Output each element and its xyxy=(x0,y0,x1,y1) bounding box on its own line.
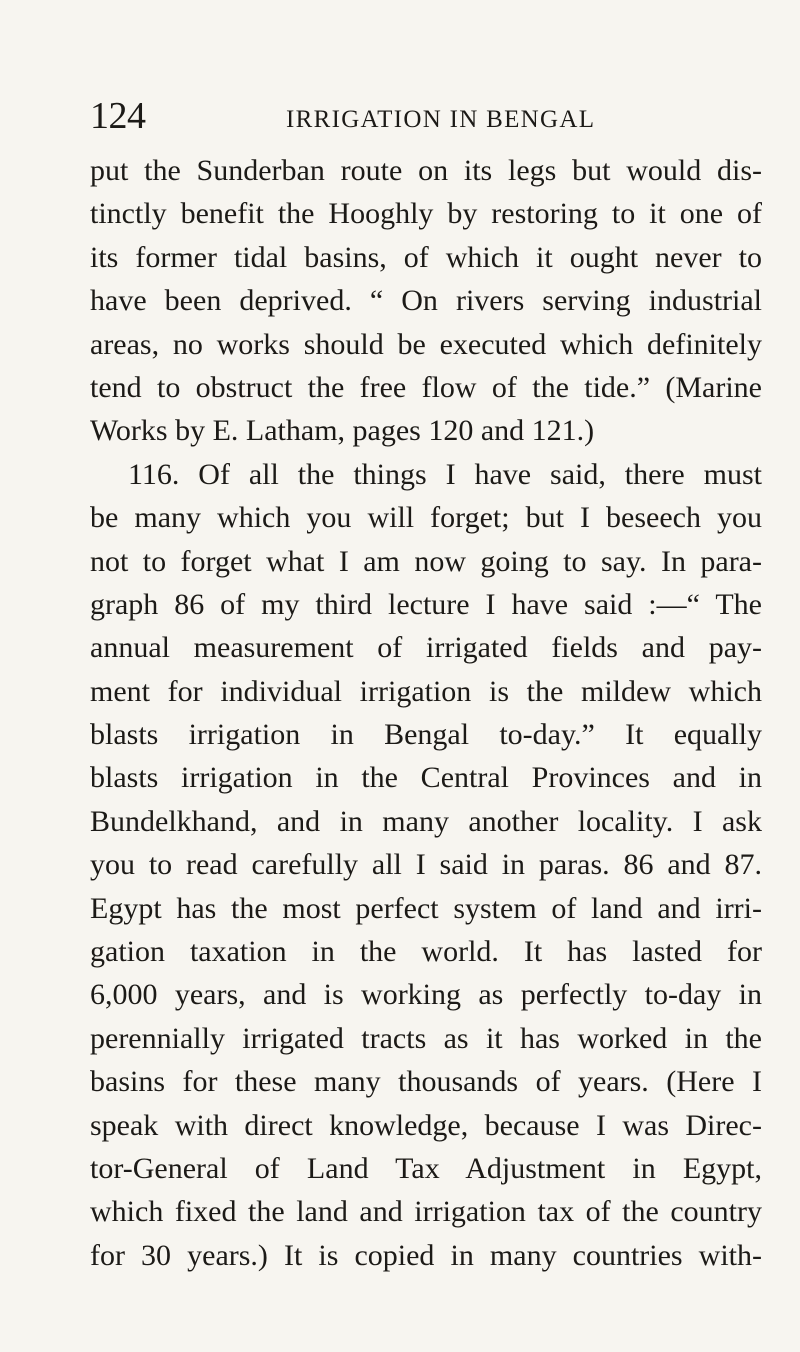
text-line: Works by E. Latham, pages 120 and 121.) xyxy=(90,414,595,448)
text-line: Bundelkhand, and in many another locality. I ask xyxy=(90,804,762,838)
text-line: for 30 years.) It is copied in many countries with- xyxy=(90,1238,762,1272)
text-line: annual measurement of irrigated fields and pay- xyxy=(90,631,762,665)
text-line: blasts irrigation in Bengal to-day.” It equally xyxy=(90,718,762,752)
text-line: tend to obstruct the free flow of the tide.” (Marine xyxy=(90,370,762,404)
paragraph-start: 116. Of all the things I have said, there must xyxy=(128,457,762,491)
body-text xyxy=(90,149,762,1277)
text-line: which fixed the land and irrigation tax of the country xyxy=(90,1195,762,1229)
text-line: Egypt has the most perfect system of land and irri- xyxy=(90,891,762,925)
text-line: ment for individual irrigation is the mildew which xyxy=(90,674,762,708)
text-line: tor-General of Land Tax Adjustment in Egypt, xyxy=(90,1151,762,1185)
page-number: 124 xyxy=(90,95,146,137)
text-line: blasts irrigation in the Central Provinces and in xyxy=(90,761,762,795)
text-line: gation taxation in the world. It has lasted for xyxy=(90,935,762,969)
page-header xyxy=(0,92,800,140)
text-line: graph 86 of my third lecture I have said :—“ The xyxy=(90,587,762,621)
text-line: put the Sunderban route on its legs but would dis- xyxy=(90,154,762,187)
text-line: areas, no works should be executed which definitely xyxy=(90,327,762,361)
text-line: you to read carefully all I said in paras. 86 and 87. xyxy=(90,848,762,882)
text-line: basins for these many thousands of years. (Here I xyxy=(90,1065,762,1099)
text-line: 6,000 years, and is working as perfectly to-day in xyxy=(90,978,762,1012)
text-line: tinctly benefit the Hooghly by restoring to it one of xyxy=(90,197,762,231)
text-line: its former tidal basins, of which it ought never to xyxy=(90,240,762,274)
running-head: IRRIGATION IN BENGAL xyxy=(286,106,596,133)
text-line: have been deprived. “ On rivers serving industrial xyxy=(90,284,762,318)
text-line: not to forget what I am now going to say. In para- xyxy=(90,544,762,578)
text-line: be many which you will forget; but I beseech you xyxy=(90,501,762,535)
text-line: speak with direct knowledge, because I was Direc- xyxy=(90,1108,762,1142)
text-line: perennially irrigated tracts as it has worked in the xyxy=(90,1021,762,1055)
